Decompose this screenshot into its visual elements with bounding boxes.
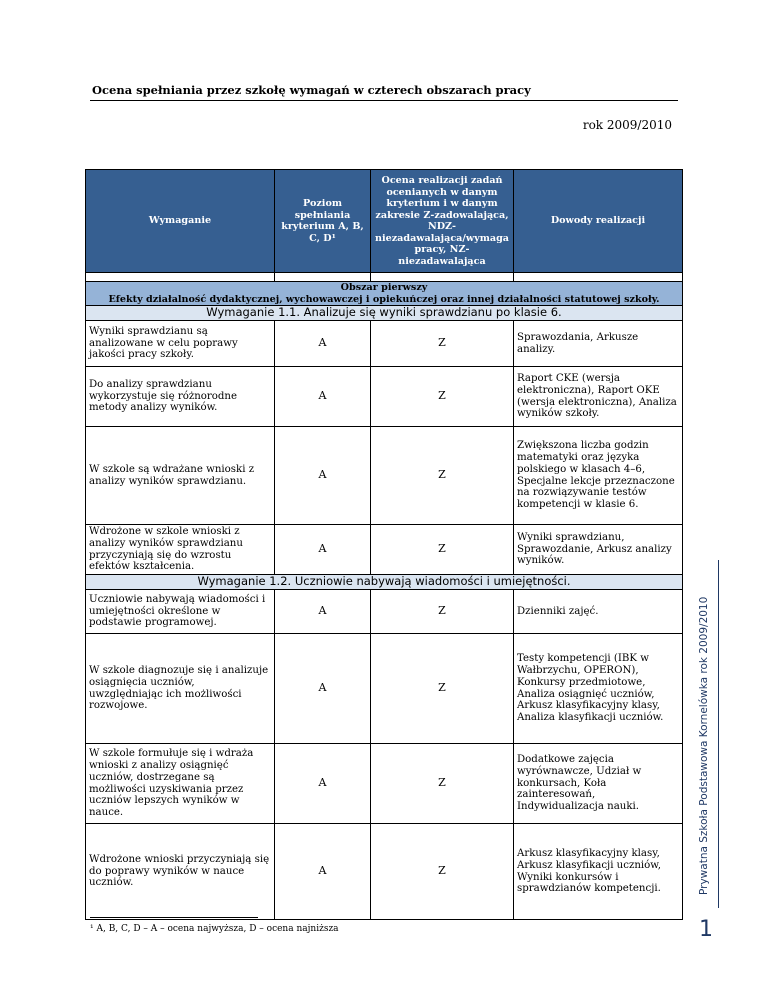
level-cell: A [275,824,371,920]
evaluation-cell: Z [371,427,514,525]
evidence-cell: Dzienniki zajęć. [514,590,683,634]
level-cell: A [275,427,371,525]
table-row [86,367,683,427]
column-header-evidence: Dowody realizacji [514,170,683,273]
sidebar-school-name: Prywatna Szkoła Podstawowa Kornelówka rok 2009/2010 [698,596,710,895]
evaluation-cell: Z [371,590,514,634]
area-title: Obszar pierwszy [340,282,428,293]
requirement-title: Wymaganie 1.1. Analizuje się wyniki sprawdzianu po klasie 6. [86,306,683,321]
level-cell: A [275,744,371,824]
evidence-cell: Arkusz klasyfikacyjny klasy, Arkusz klasyfikacji uczniów, Wyniki konkursów i sprawdzianów kompetencji. [514,824,683,920]
school-year: rok 2009/2010 [582,118,672,132]
area-row [86,282,683,306]
table-header-row [86,170,683,273]
page-number: 1 [699,917,713,942]
column-header-level: Poziom spełniania kryterium A, B, C, D¹ [275,170,371,273]
evidence-cell: Raport CKE (wersja elektroniczna), Raport OKE (wersja elektroniczna), Analiza wyników szkoły. [514,367,683,427]
requirement-title: Wymaganie 1.2. Uczniowie nabywają wiadomości i umiejętności. [86,575,683,590]
evaluation-cell: Z [371,824,514,920]
area-cell [86,282,683,306]
header-rule [90,100,678,101]
footnote-rule [90,917,258,918]
requirements-table [85,169,683,920]
document-header-title: Ocena spełniania przez szkołę wymagań w czterech obszarach pracy [92,83,531,97]
evidence-cell: Dodatkowe zajęcia wyrównawcze, Udział w konkursach, Koła zainteresowań, Indywidualizacja nauki. [514,744,683,824]
table-row [86,824,683,920]
evaluation-cell: Z [371,367,514,427]
evidence-cell: Wyniki sprawdzianu, Sprawozdanie, Arkusz analizy wyników. [514,525,683,575]
requirement-cell: Wdrożone w szkole wnioski z analizy wyników sprawdzianu przyczyniają się do wzrostu efektów kształcenia. [86,525,275,575]
requirement-title-row [86,306,683,321]
spacer-row [86,273,683,282]
level-cell: A [275,321,371,367]
table-row [86,427,683,525]
evidence-cell: Testy kompetencji (IBK w Wałbrzychu, OPERON), Konkursy przedmiotowe, Analiza osiągnięć uczniów, Arkusz klasyfikacyjny klasy, Analiza klasyfikacji uczniów. [514,634,683,744]
column-header-requirement: Wymaganie [86,170,275,273]
evaluation-cell: Z [371,525,514,575]
requirement-cell: W szkole formułuje się i wdraża wnioski z analizy osiągnięć uczniów, dostrzegane są możliwości uzyskiwania przez uczniów lepszych wyników w nauce. [86,744,275,824]
footnote: ¹ A, B, C, D – A – ocena najwyższa, D – ocena najniższa [90,924,339,934]
level-cell: A [275,367,371,427]
table-row [86,590,683,634]
evidence-cell: Sprawozdania, Arkusze analizy. [514,321,683,367]
requirement-cell: Wdrożone wnioski przyczyniają się do poprawy wyników w nauce uczniów. [86,824,275,920]
evaluation-cell: Z [371,321,514,367]
level-cell: A [275,590,371,634]
evaluation-cell: Z [371,634,514,744]
requirement-cell: Do analizy sprawdzianu wykorzystuje się różnorodne metody analizy wyników. [86,367,275,427]
table-row [86,525,683,575]
requirement-cell: Wyniki sprawdzianu są analizowane w celu poprawy jakości pracy szkoły. [86,321,275,367]
table-row [86,744,683,824]
level-cell: A [275,525,371,575]
area-description: Efekty działalność dydaktycznej, wychowawczej i opiekuńczej oraz innej działalności statutowej szkoły. [108,293,660,305]
evaluation-cell: Z [371,744,514,824]
table-row [86,634,683,744]
requirement-cell: W szkole są wdrażane wnioski z analizy wyników sprawdzianu. [86,427,275,525]
table-row [86,321,683,367]
evidence-cell: Zwiększona liczba godzin matematyki oraz języka polskiego w klasach 4–6, Specjalne lekcje przeznaczone na rozwiązywanie testów kompetencji w klasie 6. [514,427,683,525]
requirement-title-row [86,575,683,590]
requirement-cell: Uczniowie nabywają wiadomości i umiejętności określone w podstawie programowej. [86,590,275,634]
requirement-cell: W szkole diagnozuje się i analizuje osiągnięcia uczniów, uwzględniając ich możliwości rozwojowe. [86,634,275,744]
sidebar-rule [718,560,719,908]
column-header-evaluation: Ocena realizacji zadań ocenianych w danym kryterium i w danym zakresie Z-zadowalająca, NDZ-niezadawalająca/wymaga pracy, NZ- niezadawalająca [371,170,514,273]
level-cell: A [275,634,371,744]
